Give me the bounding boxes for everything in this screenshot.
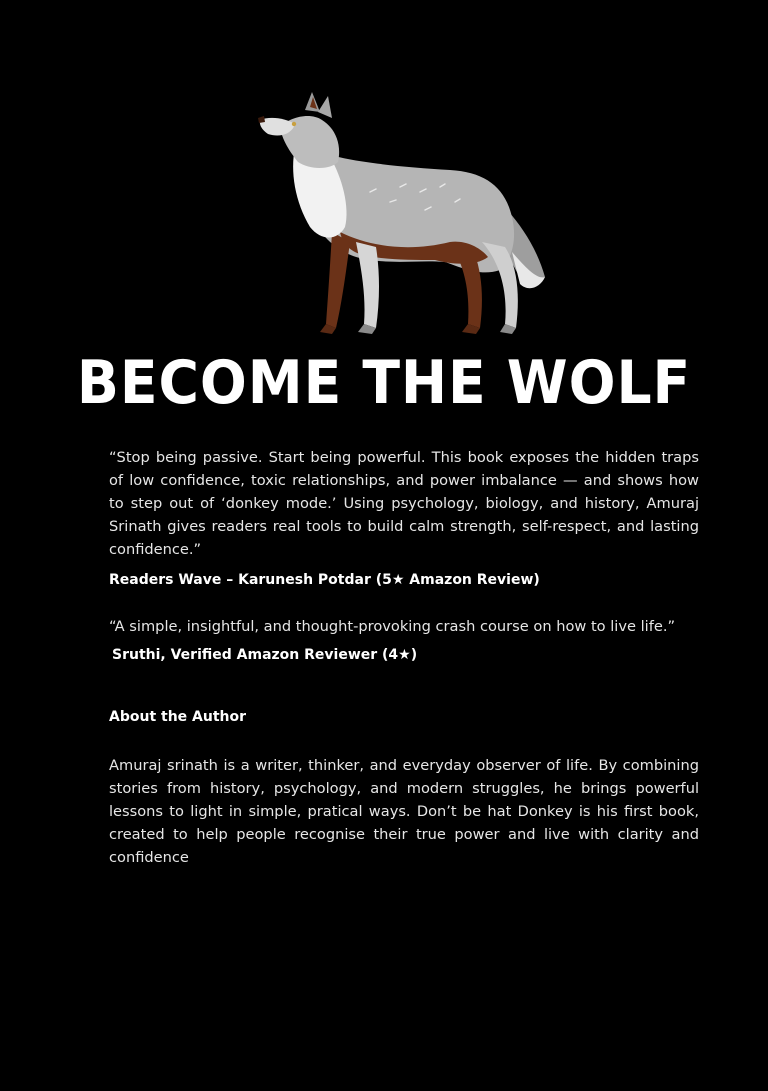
wolf-icon	[250, 92, 560, 342]
review-quote-1: “Stop being passive. Start being powerful. This book exposes the hidden traps of low confidence, toxic relationships, and power imbalance — and shows how to step out of ‘donkey mode.’ Using psychology, biology, and history, Amuraj Srinath gives readers real tools to build calm strength, self-respect, and lasting confidence.”	[109, 449, 699, 558]
about-author-heading: About the Author	[109, 709, 247, 725]
review-attribution-2: Sruthi, Verified Amazon Reviewer (4★)	[112, 647, 418, 663]
review-attribution-1: Readers Wave – Karunesh Potdar (5★ Amazon Review)	[109, 572, 540, 588]
review-quote-2: “A simple, insightful, and thought-provoking crash course on how to live life.”	[109, 618, 676, 635]
back-cover-content	[109, 446, 699, 869]
about-author-body: Amuraj srinath is a writer, thinker, and everyday observer of life. By combining stories from history, psychology, and modern struggles, he brings powerful lessons to light in simple, pratical ways. Don’t be hat Donkey is his first book, created to help people recognise their true power and live with clarity and confidence	[109, 757, 699, 866]
book-title: BECOME THE WOLF	[76, 348, 692, 418]
wolf-illustration	[250, 92, 560, 342]
